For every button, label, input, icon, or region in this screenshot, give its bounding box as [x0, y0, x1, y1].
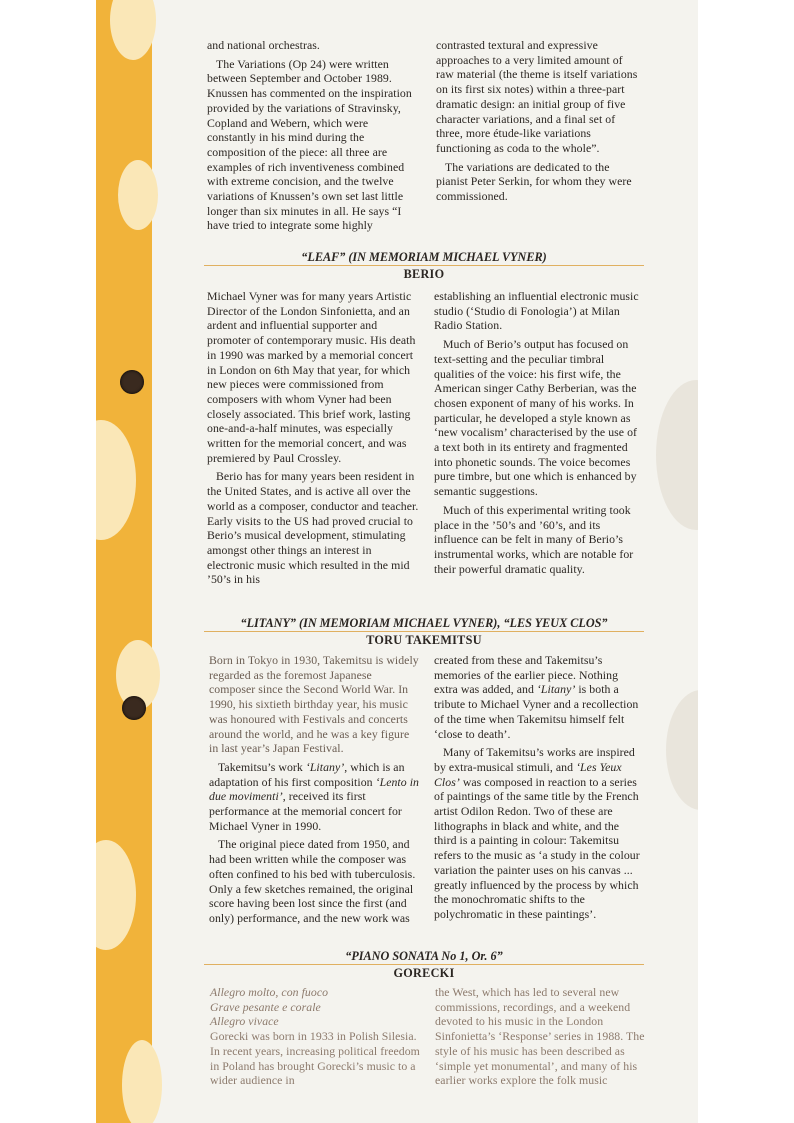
paragraph: establishing an influential electronic music studio (‘Studio di Fonologia’) at Milan Radio Station.: [434, 289, 639, 333]
piece-title: “LITANY” (IN MEMORIAM MICHAEL VYNER), “LES YEUX CLOS”: [204, 616, 644, 632]
paragraph: Michael Vyner was for many years Artistic Director of the London Sinfonietta, and an ardent and influential supporter and promoter of contemporary music. His death in 1990 was marked by a memorial concert in London on 6th May that year, for which new pieces were commissioned from composers with whom Vyner had been closely associated. This brief work, lasting one-and-a-half minutes, was especially written for the memorial concert, and was premiered by Paul Crossley.: [207, 289, 416, 465]
movement-title: Allegro vivace: [210, 1014, 279, 1029]
section-heading-litany: [204, 616, 644, 647]
decorative-shape: [666, 690, 698, 810]
composer-name: GORECKI: [393, 965, 455, 980]
paragraph: Berio has for many years been resident in the United States, and is active all over the world as a composer, conductor and teacher. Early visits to the US had proved crucial to Berio’s musical development, stimulating amongst other things an interest in electronic music which resulted in the mid ’50’s in his: [207, 469, 419, 587]
paragraph: The Variations (Op 24) were written between September and October 1989. Knussen has commented on the inspiration provided by the variations of Stravinsky, Copland and Webern, which were constantly in his mind during the composition of the piece: all three are examples of rich inventiveness combined with extreme concision, and the twelve variations of Knussen’s own set last little longer than six minutes in all. He says “I have tried to integrate some highly: [207, 56, 412, 233]
binder-hole: [122, 696, 146, 720]
paragraph: Much of this experimental writing took place in the ’50’s and ’60’s, and its influence can be felt in many of Berio’s instrumental works, which are notable for their powerful dramatic quality.: [434, 502, 634, 576]
decorative-shape: [122, 1040, 162, 1123]
s4-right-column: [435, 985, 645, 1092]
paragraph: Gorecki was born in 1933 in Polish Silesia. In recent years, increasing political freedom in Poland has brought Gorecki’s music to a wider audience in: [210, 1029, 420, 1088]
s2-left-column: [207, 289, 419, 591]
s3-right-column: [434, 653, 644, 926]
s2-right-column: [434, 289, 644, 580]
paragraph: and national orchestras.: [207, 38, 320, 52]
section-heading-leaf: [204, 250, 644, 281]
composer-name: BERIO: [403, 266, 445, 281]
paragraph: Much of Berio’s output has focused on text-setting and the peculiar timbral qualities of the voice: his first wife, the American singer Cathy Berberian, was the chosen exponent of many of his works. In particular, he developed a style known as ‘new vocalism’ characterised by the use of a text both in its entirety and fragmented into phonetic sounds. The voice becomes pure timbre, but one which is enhanced by semantic suggestions.: [434, 337, 637, 499]
paragraph: Many of Takemitsu’s works are inspired by extra-musical stimuli, and ‘Les Yeux Clos’ was composed in reaction to a series of paintings of the same title by the French artist Odilon Redon. Two of these are lithographs in black and white, and the third is a painting in colour: Takemitsu refers to the music as ‘a study in the colour variation the painter uses on his canvas ... greatly influenced by the process by which the monochromatic shifts to the polychromatic in these paintings’.: [434, 745, 640, 921]
piece-title: “PIANO SONATA No 1, Or. 6”: [204, 949, 644, 965]
decorative-shape: [118, 160, 158, 230]
movement-title: Allegro molto, con fuoco: [210, 985, 329, 999]
decorative-shape: [656, 380, 698, 530]
piece-title: “LEAF” (IN MEMORIAM MICHAEL VYNER): [204, 250, 644, 266]
paragraph: The original piece dated from 1950, and had been written while the composer was often confined to his bed with tuberculosis. Only a few sketches remained, the original score having been lost since the first (and only) performance, and the new work was: [209, 837, 416, 925]
paragraph: the West, which has led to several new commissions, recordings, and a weekend devoted to his music in the London Sinfonietta’s ‘Response’ series in 1988. The style of his music has been described as ‘simple yet monumental’, and many of his earlier works explore the folk music: [435, 985, 645, 1088]
s1-right-column: [436, 38, 641, 208]
composer-name: TORU TAKEMITSU: [366, 632, 482, 647]
section-heading-piano-sonata: [204, 949, 644, 980]
paragraph: The variations are dedicated to the pianist Peter Serkin, for whom they were commissioned.: [436, 159, 632, 204]
paragraph: Takemitsu’s work ‘Litany’, which is an adaptation of his first composition ‘Lento in due movimenti’, received its first performance at the memorial concert for Michael Vyner in 1990.: [209, 759, 419, 833]
s1-left-column: [207, 38, 419, 237]
paragraph: contrasted textural and expressive approaches to a very limited amount of raw material (the theme is itself variations on its first six notes) within a three-part dramatic design: an initial group of five character variations, and a final set of three, more étude-like variations functioning as coda to the whole”.: [436, 38, 638, 155]
paragraph: Born in Tokyo in 1930, Takemitsu is widely regarded as the foremost Japanese composer since the Second World War. In 1990, his sixtieth birthday year, his music was honoured with Festivals and concerts around the world, and he was a key figure in last year’s Japan Festival.: [209, 653, 419, 756]
paragraph: created from these and Takemitsu’s memories of the earlier piece. Nothing extra was added, and ‘Litany’ is both a tribute to Michael Vyner and a recollection of the time when Takemitsu himself felt ‘close to death’.: [434, 653, 639, 741]
binder-hole: [120, 370, 144, 394]
movement-title: Grave pesante e corale: [210, 999, 321, 1014]
s3-left-column: [209, 653, 421, 930]
s4-left-column: [210, 985, 420, 1092]
